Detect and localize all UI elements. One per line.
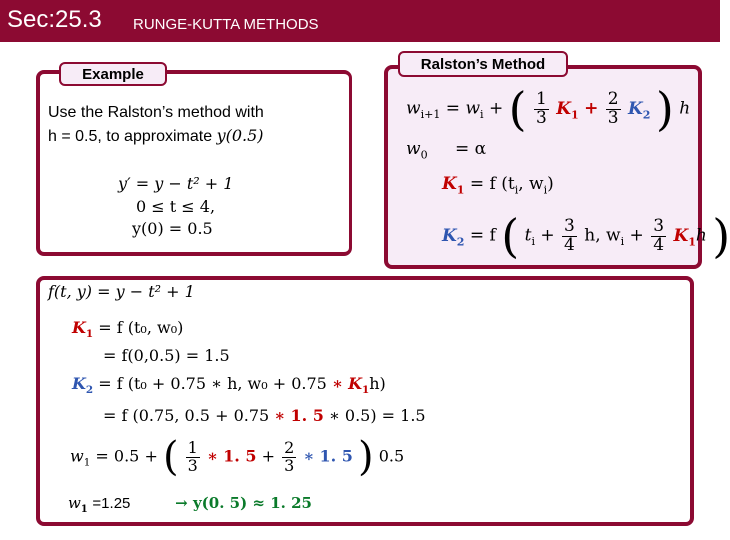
solution-k1-line1 (72, 318, 183, 340)
t-var: t (524, 225, 532, 246)
k2-label (442, 226, 464, 246)
w1-sub: 1 (83, 456, 91, 469)
h-var: h (695, 225, 707, 246)
frac-den: 3 (607, 107, 619, 128)
example-target: y(0.5) (216, 126, 264, 145)
star-red: ∗ (206, 446, 218, 466)
w1: w (68, 494, 81, 512)
w-next: w (406, 98, 421, 119)
example-initial: y(0) = 0.5 (132, 219, 213, 238)
k1-value-red: 1. 5 (290, 406, 324, 425)
solution-k2-line1 (72, 374, 386, 396)
close-paren: ) (655, 82, 674, 136)
plus: + (629, 225, 644, 246)
example-line1: Use the Ralston’s method with (48, 104, 264, 121)
k1-sub: 1 (85, 328, 94, 341)
w1-frac1 (186, 437, 200, 475)
example-line2-prefix: h = 0.5, to approximate (48, 128, 213, 145)
k1: K (348, 374, 363, 393)
k1-def-sub: i (514, 183, 519, 197)
eq-sign: = (445, 98, 461, 119)
k2-label (72, 374, 94, 397)
frac-num: 1 (187, 437, 198, 457)
plus-sign: + (488, 98, 504, 119)
k1-inline (348, 374, 370, 397)
k1: K (442, 174, 457, 194)
k1-sub: 1 (571, 107, 579, 121)
frac-num: 2 (284, 437, 295, 457)
k2-sub: 2 (85, 384, 94, 397)
k1: K (72, 318, 86, 337)
close-paren: ) (712, 209, 730, 263)
frac-num: 3 (564, 215, 575, 236)
k1-label (442, 174, 465, 197)
solution-w1-line (70, 434, 404, 480)
solution-box (36, 276, 694, 526)
star-red: ∗ (331, 374, 344, 393)
k2: K (72, 374, 86, 393)
w1: w (70, 446, 84, 466)
k1-def: = f (t (469, 174, 515, 194)
k1-label (72, 318, 94, 341)
method-k2-formula (442, 209, 730, 263)
k2-line2-text: = f (0.75, 0.5 + 0.75 (103, 406, 275, 425)
k2-line2-end: ∗ 0.5) = 1.5 (328, 406, 426, 425)
k1-def-rest: , w (518, 174, 544, 194)
w1-frac2 (282, 437, 296, 475)
method-k1-formula (442, 174, 554, 196)
example-line2 (48, 126, 264, 146)
h-var: h (679, 98, 691, 119)
w0: w (406, 139, 421, 159)
h-w: h, w (584, 225, 621, 246)
star-red: ∗ (274, 406, 286, 425)
k2-line1-end: h) (369, 374, 386, 393)
k2-line1-text: = f (t₀ + 0.75 ∗ h, w₀ + 0.75 (98, 374, 332, 393)
approximation-result: → y(0. 5) ≈ 1. 25 (175, 494, 312, 512)
solution-f-def: f(t, y) = y − t² + 1 (48, 282, 195, 301)
t-sub: i (531, 234, 535, 248)
w-i-sub: i (480, 107, 484, 121)
frac-num: 3 (653, 215, 665, 236)
solution-result (68, 494, 312, 515)
section-subtitle: RUNGE-KUTTA METHODS (133, 16, 319, 33)
w0-sub: 0 (420, 148, 428, 162)
k1: K (556, 98, 571, 119)
solution-k1-line2: = f(0,0.5) = 1.5 (103, 346, 230, 365)
open-paren: ( (508, 82, 527, 136)
example-tab: Example (59, 62, 167, 86)
solution-k2-line2 (103, 406, 426, 425)
plus: + (261, 446, 275, 466)
w-sub: i (620, 234, 625, 248)
k1-line1-text: = f (t₀, w₀) (98, 318, 184, 337)
frac-den: 4 (653, 234, 665, 255)
star-blue: ∗ (303, 446, 315, 466)
k2-def-prefix: = f (469, 225, 496, 246)
w1-value: =1.25 (92, 495, 131, 512)
k2-term (628, 99, 650, 119)
example-range: 0 ≤ t ≤ 4, (136, 197, 216, 216)
k2: K (442, 225, 457, 246)
w1-tail: 0.5 (378, 446, 405, 466)
fraction-2-3 (606, 88, 621, 128)
fraction-1-3 (534, 88, 549, 128)
open-paren: ( (162, 434, 179, 480)
method-update-formula (406, 82, 690, 136)
plus-red: + (584, 98, 599, 119)
k2: K (627, 98, 643, 119)
k1: K (673, 225, 689, 246)
k1-sub: 1 (688, 234, 696, 248)
frac-den: 4 (564, 234, 575, 255)
k2-value-blue: 1. 5 (319, 446, 353, 466)
section-title: Sec:25.3 (7, 6, 102, 33)
open-paren: ( (501, 209, 520, 263)
w-next-sub: i+1 (420, 107, 441, 121)
k1-term (556, 99, 578, 119)
frac-num: 1 (535, 88, 547, 109)
fraction-3-4 (562, 215, 577, 255)
close-paren: ) (358, 434, 374, 480)
fraction-3-4-b (651, 215, 666, 255)
k1-def-close: ) (547, 174, 554, 194)
k2-sub: 2 (456, 234, 465, 248)
k1-def-sub2: i (543, 183, 548, 197)
method-w0-formula (406, 139, 486, 161)
k1-value-red: 1. 5 (223, 446, 257, 466)
k1-inline (673, 226, 695, 246)
method-tab: Ralston’s Method (398, 51, 568, 77)
frac-den: 3 (284, 455, 295, 475)
title-bar (0, 0, 720, 42)
w-i: w (465, 98, 481, 119)
frac-num: 2 (607, 88, 619, 109)
alpha-value: = α (455, 139, 487, 159)
frac-den: 3 (535, 107, 547, 128)
plus: + (540, 225, 555, 246)
frac-den: 3 (187, 455, 198, 475)
w1-sub: 1 (80, 504, 88, 515)
k2-sub: 2 (642, 107, 651, 121)
k1-sub: 1 (362, 384, 370, 397)
w1-eq: = 0.5 + (95, 446, 158, 466)
example-ode: y′ = y − t² + 1 (118, 174, 234, 193)
k1-sub: 1 (456, 183, 465, 197)
